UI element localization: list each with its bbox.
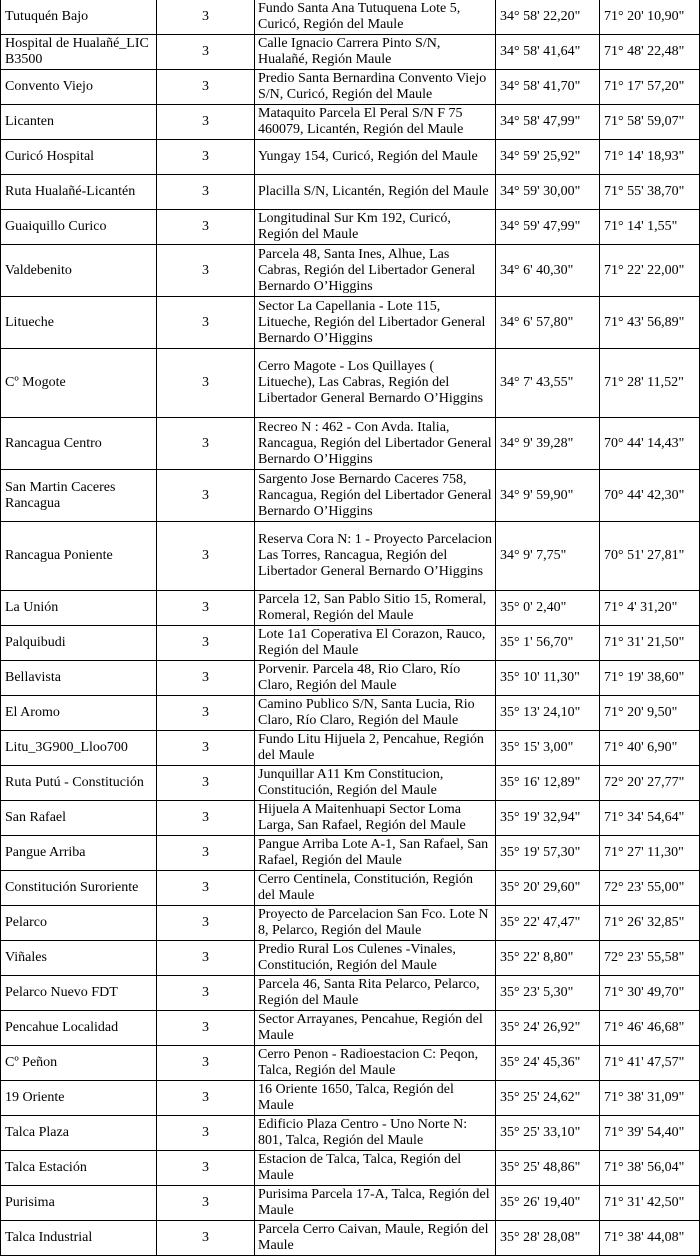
longitude-cell: 70° 44' 14,43" xyxy=(600,418,700,470)
site-name-cell: Cº Peñon xyxy=(1,1046,157,1081)
longitude-cell: 71° 39' 54,40" xyxy=(600,1116,700,1151)
technology-cell: 3 xyxy=(157,836,255,871)
table-row xyxy=(1,1011,700,1046)
latitude-cell: 34° 6' 40,30" xyxy=(496,245,600,297)
longitude-cell: 71° 38' 44,08" xyxy=(600,1221,700,1256)
address-cell: Sector La Capellania - Lote 115, Litueche, Región del Libertador General Bernardo O’Higgins xyxy=(255,297,496,349)
technology-cell: 3 xyxy=(157,871,255,906)
site-name-cell: Valdebenito xyxy=(1,245,157,297)
longitude-cell: 71° 31' 21,50" xyxy=(600,626,700,661)
address-cell: Cerro Penon - Radioestacion C: Peqon, Talca, Región del Maule xyxy=(255,1046,496,1081)
longitude-cell: 71° 30' 49,70" xyxy=(600,976,700,1011)
address-cell: Cerro Centinela, Constitución, Región del Maule xyxy=(255,871,496,906)
technology-cell: 3 xyxy=(157,418,255,470)
address-cell: Parcela 46, Santa Rita Pelarco, Pelarco, Región del Maule xyxy=(255,976,496,1011)
longitude-cell: 71° 58' 59,07" xyxy=(600,105,700,140)
technology-cell: 3 xyxy=(157,1221,255,1256)
latitude-cell: 34° 9' 59,90" xyxy=(496,470,600,522)
table-row xyxy=(1,35,700,70)
table-row xyxy=(1,349,700,418)
technology-cell: 3 xyxy=(157,941,255,976)
address-cell: Proyecto de Parcelacion San Fco. Lote N 8, Pelarco, Región del Maule xyxy=(255,906,496,941)
address-cell: 16 Oriente 1650, Talca, Región del Maule xyxy=(255,1081,496,1116)
site-name-cell: Hospital de Hualañé_LIC B3500 xyxy=(1,35,157,70)
site-name-cell: Curicó Hospital xyxy=(1,140,157,175)
technology-cell: 3 xyxy=(157,591,255,626)
technology-cell: 3 xyxy=(157,661,255,696)
latitude-cell: 35° 16' 12,89" xyxy=(496,766,600,801)
technology-cell: 3 xyxy=(157,1116,255,1151)
technology-cell: 3 xyxy=(157,1046,255,1081)
table-row xyxy=(1,522,700,591)
address-cell: Recreo N : 462 - Con Avda. Italia, Rancagua, Región del Libertador General Bernardo O’Higgins xyxy=(255,418,496,470)
site-name-cell: Constitución Suroriente xyxy=(1,871,157,906)
latitude-cell: 35° 25' 24,62" xyxy=(496,1081,600,1116)
latitude-cell: 34° 58' 22,20" xyxy=(496,0,600,35)
latitude-cell: 35° 26' 19,40" xyxy=(496,1186,600,1221)
technology-cell: 3 xyxy=(157,175,255,210)
longitude-cell: 71° 26' 32,85" xyxy=(600,906,700,941)
site-name-cell: Guaiquillo Curico xyxy=(1,210,157,245)
site-name-cell: Cº Mogote xyxy=(1,349,157,418)
table-row xyxy=(1,1081,700,1116)
address-cell: Predio Santa Bernardina Convento Viejo S/N, Curicó, Región del Maule xyxy=(255,70,496,105)
table-row xyxy=(1,140,700,175)
site-name-cell: Litu_3G900_Lloo700 xyxy=(1,731,157,766)
address-cell: Edificio Plaza Centro - Uno Norte N: 801, Talca, Región del Maule xyxy=(255,1116,496,1151)
latitude-cell: 35° 25' 33,10" xyxy=(496,1116,600,1151)
table-row xyxy=(1,696,700,731)
longitude-cell: 70° 44' 42,30" xyxy=(600,470,700,522)
latitude-cell: 35° 15' 3,00" xyxy=(496,731,600,766)
latitude-cell: 35° 23' 5,30" xyxy=(496,976,600,1011)
table-row xyxy=(1,210,700,245)
table-row xyxy=(1,245,700,297)
address-cell: Camino Publico S/N, Santa Lucia, Rio Claro, Río Claro, Región del Maule xyxy=(255,696,496,731)
address-cell: Yungay 154, Curicó, Región del Maule xyxy=(255,140,496,175)
site-name-cell: Licanten xyxy=(1,105,157,140)
address-cell: Estacion de Talca, Talca, Región del Maule xyxy=(255,1151,496,1186)
site-name-cell: La Unión xyxy=(1,591,157,626)
technology-cell: 3 xyxy=(157,696,255,731)
site-name-cell: Convento Viejo xyxy=(1,70,157,105)
table-row xyxy=(1,591,700,626)
technology-cell: 3 xyxy=(157,105,255,140)
table-row xyxy=(1,0,700,35)
longitude-cell: 71° 4' 31,20" xyxy=(600,591,700,626)
table-row xyxy=(1,941,700,976)
table-row xyxy=(1,105,700,140)
longitude-cell: 71° 14' 1,55" xyxy=(600,210,700,245)
site-name-cell: Bellavista xyxy=(1,661,157,696)
technology-cell: 3 xyxy=(157,470,255,522)
table-row xyxy=(1,976,700,1011)
site-name-cell: Talca Plaza xyxy=(1,1116,157,1151)
address-cell: Purisima Parcela 17-A, Talca, Región del Maule xyxy=(255,1186,496,1221)
table-row xyxy=(1,766,700,801)
address-cell: Parcela 48, Santa Ines, Alhue, Las Cabras, Región del Libertador General Bernardo O’Higgins xyxy=(255,245,496,297)
table-row xyxy=(1,801,700,836)
longitude-cell: 71° 55' 38,70" xyxy=(600,175,700,210)
site-name-cell: Palquibudi xyxy=(1,626,157,661)
address-cell: Calle Ignacio Carrera Pinto S/N, Hualañé, Región Maule xyxy=(255,35,496,70)
latitude-cell: 35° 0' 2,40" xyxy=(496,591,600,626)
site-name-cell: Rancagua Centro xyxy=(1,418,157,470)
site-name-cell: Pangue Arriba xyxy=(1,836,157,871)
address-cell: Junquillar A11 Km Constitucion, Constitución, Región del Maule xyxy=(255,766,496,801)
latitude-cell: 34° 58' 47,99" xyxy=(496,105,600,140)
technology-cell: 3 xyxy=(157,626,255,661)
table-row xyxy=(1,661,700,696)
site-name-cell: El Aromo xyxy=(1,696,157,731)
site-name-cell: Tutuquén Bajo xyxy=(1,0,157,35)
address-cell: Reserva Cora N: 1 - Proyecto Parcelacion Las Torres, Rancagua, Región del Libertador General Bernardo O’Higgins xyxy=(255,522,496,591)
latitude-cell: 34° 59' 47,99" xyxy=(496,210,600,245)
table-row xyxy=(1,470,700,522)
table-row xyxy=(1,731,700,766)
site-name-cell: Litueche xyxy=(1,297,157,349)
latitude-cell: 34° 58' 41,64" xyxy=(496,35,600,70)
table-row xyxy=(1,70,700,105)
table-row xyxy=(1,626,700,661)
address-cell: Predio Rural Los Culenes -Vinales, Constitución, Región del Maule xyxy=(255,941,496,976)
latitude-cell: 34° 59' 30,00" xyxy=(496,175,600,210)
longitude-cell: 71° 48' 22,48" xyxy=(600,35,700,70)
latitude-cell: 34° 9' 39,28" xyxy=(496,418,600,470)
technology-cell: 3 xyxy=(157,766,255,801)
longitude-cell: 71° 22' 22,00" xyxy=(600,245,700,297)
table-row xyxy=(1,836,700,871)
site-name-cell: Purisima xyxy=(1,1186,157,1221)
table-row xyxy=(1,175,700,210)
table-row xyxy=(1,1221,700,1256)
address-cell: Placilla S/N, Licantén, Región del Maule xyxy=(255,175,496,210)
latitude-cell: 35° 19' 32,94" xyxy=(496,801,600,836)
site-name-cell: San Rafael xyxy=(1,801,157,836)
technology-cell: 3 xyxy=(157,140,255,175)
table-row xyxy=(1,1046,700,1081)
site-name-cell: Talca Industrial xyxy=(1,1221,157,1256)
longitude-cell: 71° 38' 31,09" xyxy=(600,1081,700,1116)
site-name-cell: San Martin Caceres Rancagua xyxy=(1,470,157,522)
technology-cell: 3 xyxy=(157,976,255,1011)
longitude-cell: 71° 19' 38,60" xyxy=(600,661,700,696)
site-name-cell: Viñales xyxy=(1,941,157,976)
longitude-cell: 72° 23' 55,58" xyxy=(600,941,700,976)
latitude-cell: 35° 22' 47,47" xyxy=(496,906,600,941)
address-cell: Porvenir. Parcela 48, Rio Claro, Río Claro, Región del Maule xyxy=(255,661,496,696)
technology-cell: 3 xyxy=(157,1186,255,1221)
latitude-cell: 35° 20' 29,60" xyxy=(496,871,600,906)
site-name-cell: Talca Estación xyxy=(1,1151,157,1186)
technology-cell: 3 xyxy=(157,0,255,35)
longitude-cell: 71° 38' 56,04" xyxy=(600,1151,700,1186)
technology-cell: 3 xyxy=(157,1081,255,1116)
technology-cell: 3 xyxy=(157,297,255,349)
longitude-cell: 71° 46' 46,68" xyxy=(600,1011,700,1046)
address-cell: Hijuela A Maitenhuapi Sector Loma Larga, San Rafael, Región del Maule xyxy=(255,801,496,836)
latitude-cell: 34° 6' 57,80" xyxy=(496,297,600,349)
latitude-cell: 35° 13' 24,10" xyxy=(496,696,600,731)
site-name-cell: 19 Oriente xyxy=(1,1081,157,1116)
latitude-cell: 35° 28' 28,08" xyxy=(496,1221,600,1256)
longitude-cell: 71° 43' 56,89" xyxy=(600,297,700,349)
site-name-cell: Ruta Hualañé-Licantén xyxy=(1,175,157,210)
address-cell: Sargento Jose Bernardo Caceres 758, Rancagua, Región del Libertador General Bernardo O’Higgins xyxy=(255,470,496,522)
longitude-cell: 71° 31' 42,50" xyxy=(600,1186,700,1221)
longitude-cell: 71° 17' 57,20" xyxy=(600,70,700,105)
latitude-cell: 35° 1' 56,70" xyxy=(496,626,600,661)
site-name-cell: Pelarco xyxy=(1,906,157,941)
longitude-cell: 71° 34' 54,64" xyxy=(600,801,700,836)
longitude-cell: 72° 23' 55,00" xyxy=(600,871,700,906)
latitude-cell: 34° 58' 41,70" xyxy=(496,70,600,105)
table-row xyxy=(1,906,700,941)
technology-cell: 3 xyxy=(157,1151,255,1186)
technology-cell: 3 xyxy=(157,522,255,591)
technology-cell: 3 xyxy=(157,245,255,297)
table-row xyxy=(1,1151,700,1186)
address-cell: Sector Arrayanes, Pencahue, Región del Maule xyxy=(255,1011,496,1046)
latitude-cell: 35° 24' 26,92" xyxy=(496,1011,600,1046)
latitude-cell: 35° 24' 45,36" xyxy=(496,1046,600,1081)
technology-cell: 3 xyxy=(157,70,255,105)
address-cell: Lote 1a1 Coperativa El Corazon, Rauco, Región del Maule xyxy=(255,626,496,661)
site-name-cell: Rancagua Poniente xyxy=(1,522,157,591)
latitude-cell: 34° 59' 25,92" xyxy=(496,140,600,175)
longitude-cell: 71° 40' 6,90" xyxy=(600,731,700,766)
latitude-cell: 35° 10' 11,30" xyxy=(496,661,600,696)
technology-cell: 3 xyxy=(157,731,255,766)
sites-table-body xyxy=(1,0,700,1256)
latitude-cell: 34° 7' 43,55" xyxy=(496,349,600,418)
address-cell: Parcela Cerro Caivan, Maule, Región del Maule xyxy=(255,1221,496,1256)
table-row xyxy=(1,871,700,906)
longitude-cell: 71° 14' 18,93" xyxy=(600,140,700,175)
site-name-cell: Pencahue Localidad xyxy=(1,1011,157,1046)
longitude-cell: 71° 41' 47,57" xyxy=(600,1046,700,1081)
table-row xyxy=(1,1186,700,1221)
address-cell: Pangue Arriba Lote A-1, San Rafael, San Rafael, Región del Maule xyxy=(255,836,496,871)
longitude-cell: 70° 51' 27,81" xyxy=(600,522,700,591)
site-name-cell: Pelarco Nuevo FDT xyxy=(1,976,157,1011)
technology-cell: 3 xyxy=(157,35,255,70)
table-row xyxy=(1,1116,700,1151)
table-row xyxy=(1,297,700,349)
address-cell: Fundo Litu Hijuela 2, Pencahue, Región del Maule xyxy=(255,731,496,766)
site-name-cell: Ruta Putú - Constitución xyxy=(1,766,157,801)
address-cell: Cerro Magote - Los Quillayes ( Litueche), Las Cabras, Región del Libertador General Bernardo O’Higgins xyxy=(255,349,496,418)
latitude-cell: 34° 9' 7,75" xyxy=(496,522,600,591)
technology-cell: 3 xyxy=(157,349,255,418)
longitude-cell: 71° 27' 11,30" xyxy=(600,836,700,871)
longitude-cell: 71° 20' 10,90" xyxy=(600,0,700,35)
address-cell: Longitudinal Sur Km 192, Curicó, Región del Maule xyxy=(255,210,496,245)
longitude-cell: 71° 20' 9,50" xyxy=(600,696,700,731)
technology-cell: 3 xyxy=(157,801,255,836)
address-cell: Mataquito Parcela El Peral S/N F 75 460079, Licantén, Región del Maule xyxy=(255,105,496,140)
latitude-cell: 35° 19' 57,30" xyxy=(496,836,600,871)
longitude-cell: 71° 28' 11,52" xyxy=(600,349,700,418)
table-row xyxy=(1,418,700,470)
technology-cell: 3 xyxy=(157,210,255,245)
address-cell: Parcela 12, San Pablo Sitio 15, Romeral, Romeral, Región del Maule xyxy=(255,591,496,626)
address-cell: Fundo Santa Ana Tutuquena Lote 5, Curicó, Región del Maule xyxy=(255,0,496,35)
longitude-cell: 72° 20' 27,77" xyxy=(600,766,700,801)
latitude-cell: 35° 25' 48,86" xyxy=(496,1151,600,1186)
technology-cell: 3 xyxy=(157,1011,255,1046)
latitude-cell: 35° 22' 8,80" xyxy=(496,941,600,976)
technology-cell: 3 xyxy=(157,906,255,941)
